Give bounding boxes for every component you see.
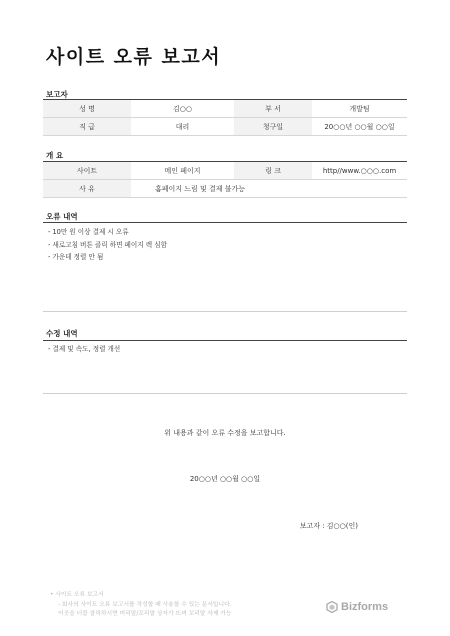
- footer-title: 사이트 오류 보고서: [55, 592, 104, 598]
- request-date-value: 20○○년 ○○월 ○○일: [312, 118, 407, 136]
- link-value: http//www.○○○.com: [312, 162, 407, 180]
- logo-text: Bizforms: [341, 601, 389, 613]
- overview-section-label: 개 요: [46, 151, 64, 160]
- list-item: - 결제 및 속도, 정렬 개선: [48, 345, 121, 353]
- reporter-table: [43, 99, 407, 136]
- divider: [43, 311, 407, 312]
- table-row: [43, 162, 407, 180]
- overview-table: [43, 161, 407, 198]
- error-section-label: 오류 내역: [46, 212, 78, 221]
- site-header: 사이트: [43, 162, 131, 180]
- request-date-header: 청구일: [234, 118, 312, 136]
- error-list: [48, 226, 167, 264]
- table-row: [43, 118, 407, 136]
- table-row: [43, 100, 407, 118]
- reporter-signature: 보고자 : 김○○(인): [299, 522, 358, 530]
- rank-value: 대리: [131, 118, 234, 136]
- department-value: 개발팀: [312, 100, 407, 118]
- divider: [43, 340, 407, 341]
- department-header: 부 서: [234, 100, 312, 118]
- reason-header: 사 유: [43, 180, 131, 198]
- document-title: 사이트 오류 보고서: [46, 46, 222, 68]
- divider: [43, 222, 407, 223]
- name-value: 김○○: [131, 100, 234, 118]
- divider: [43, 393, 407, 394]
- list-item: - 새로고침 버튼 클릭 하면 페이지 렉 심함: [48, 240, 167, 249]
- report-date: 20○○년 ○○월 ○○일: [189, 475, 261, 483]
- footer-description: - 회사의 사이트 오류 보고서를 작성할 때 사용할 수 있는 문서입니다.: [58, 601, 232, 608]
- bizforms-logo-icon: [326, 601, 338, 613]
- fix-section-label: 수정 내역: [46, 329, 78, 338]
- site-value: 메인 페이지: [131, 162, 234, 180]
- fix-list: [48, 343, 120, 356]
- footer-instruction: 이곳을 더블 클릭하시면 머리말/꼬리말 상자가 뜨며 꼬리말 삭제 가능: [58, 611, 232, 617]
- reason-value: 홈페이지 느림 및 결제 불가능: [131, 180, 407, 198]
- footer-note: • 사이트 오류 보고서 - 회사의 사이트 오류 보고서를 작성할 때 사용할 수 있는 문서입니다. 이곳을 더블 클릭하시면 머리말/꼬리말 상자가 뜨며 꼬리말 삭제 가능: [58, 591, 232, 620]
- list-item: - 10만 원 이상 결제 시 오류: [48, 228, 129, 236]
- list-item: - 가운데 정렬 안 됨: [48, 253, 104, 261]
- confirmation-statement: 위 내용과 같이 오류 수정을 보고합니다.: [164, 429, 286, 437]
- name-header: 성 명: [43, 100, 131, 118]
- bizforms-logo: [326, 601, 388, 613]
- reporter-section-label: 보고자: [46, 90, 68, 99]
- table-row: [43, 180, 407, 198]
- rank-header: 직 급: [43, 118, 131, 136]
- link-header: 링 크: [234, 162, 312, 180]
